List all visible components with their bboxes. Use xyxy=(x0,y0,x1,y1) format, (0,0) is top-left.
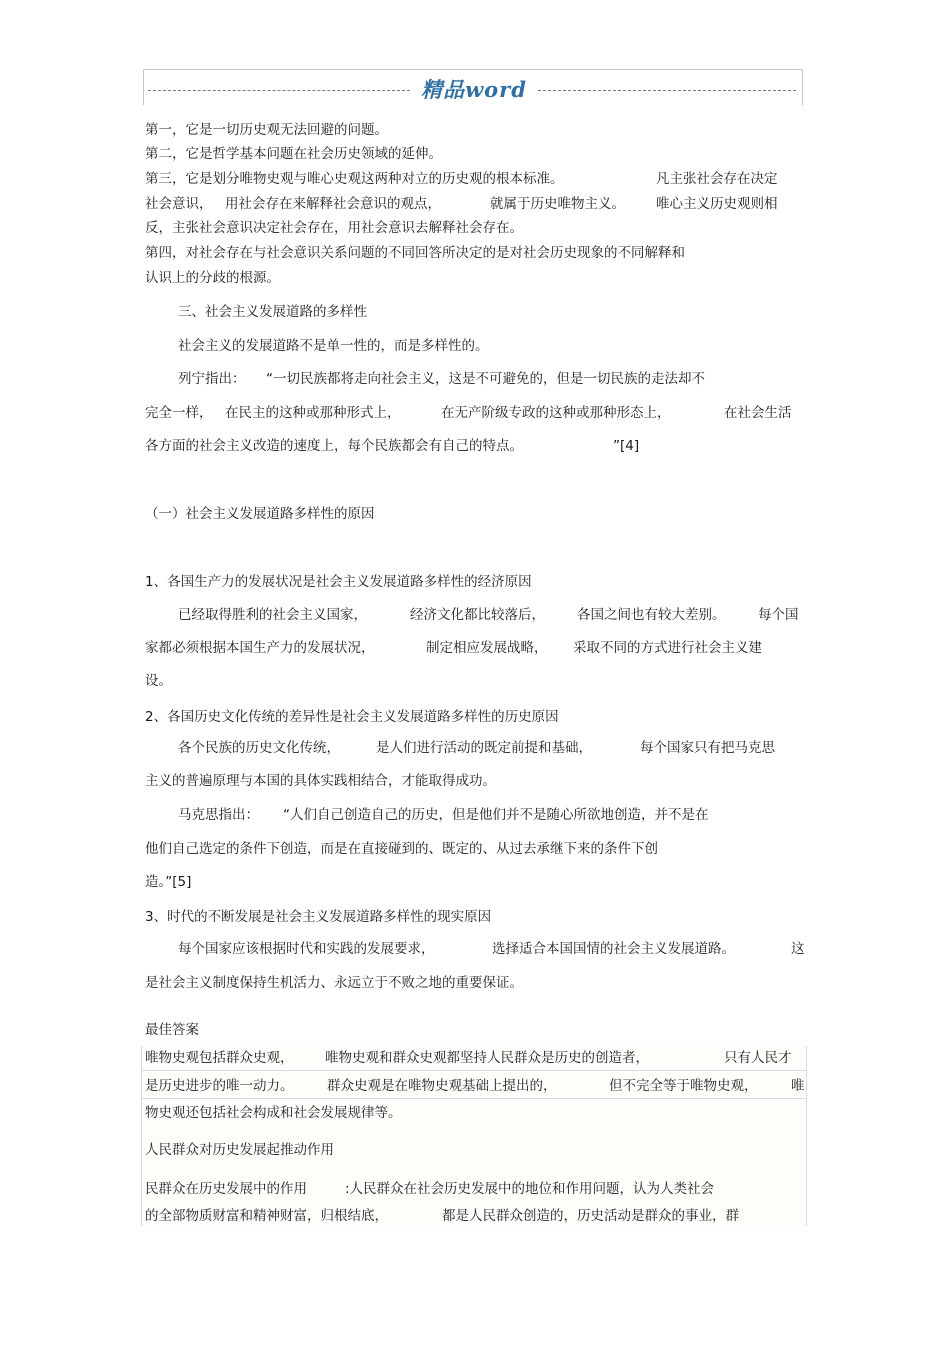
text-segment: 民群众在历史发展中的作用 xyxy=(145,1181,307,1197)
header-dash-right xyxy=(538,90,796,91)
text-segment: 人民群众对历史发展起推动作用 xyxy=(145,1142,334,1158)
text-segment: 各方面的社会主义改造的速度上，每个民族都会有自己的特点。 xyxy=(145,438,523,454)
text-segment: 都是人民群众创造的，历史活动是群众的事业，群 xyxy=(442,1208,739,1224)
text-segment: ”[4] xyxy=(613,438,640,454)
text-segment: 选择适合本国国情的社会主义发展道路。 xyxy=(492,941,735,957)
text-segment: （一）社会主义发展道路多样性的原因 xyxy=(145,506,375,522)
text-segment: 第三，它是划分唯物史观与唯心史观这两种对立的历史观的根本标准。 xyxy=(145,171,564,187)
text-segment: 但不完全等于唯物史观， xyxy=(609,1078,758,1094)
text-segment: 第二，它是哲学基本问题在社会历史领域的延伸。 xyxy=(145,146,442,162)
text-segment: 家都必须根据本国生产力的发展状况， xyxy=(145,640,375,656)
text-segment: 三、社会主义发展道路的多样性 xyxy=(178,304,367,320)
text-segment: 完全一样， xyxy=(145,405,213,421)
text-segment: 唯物史观包括群众史观， xyxy=(145,1050,294,1066)
text-segment: “人们自己创造自己的历史，但是他们并不是随心所欲地创造，并不是在 xyxy=(283,807,709,823)
text-segment: 在无产阶级专政的这种或那种形态上， xyxy=(441,405,671,421)
text-segment: 是人们进行活动的既定前提和基础， xyxy=(376,740,592,756)
text-segment: 2、各国历史文化传统的差异性是社会主义发展道路多样性的历史原因 xyxy=(145,709,559,725)
text-segment: 就属于历史唯物主义。 xyxy=(490,196,625,212)
text-segment: 1、各国生产力的发展状况是社会主义发展道路多样性的经济原因 xyxy=(145,574,532,590)
text-segment: 马克思指出： xyxy=(178,807,259,823)
text-segment: 造。”[5] xyxy=(145,874,192,890)
text-segment: 反，主张社会意识决定社会存在，用社会意识去解释社会存在。 xyxy=(145,220,523,236)
text-segment: 物史观还包括社会构成和社会发展规律等。 xyxy=(145,1105,402,1121)
header-dash-left xyxy=(148,90,410,91)
text-segment: 认识上的分歧的根源。 xyxy=(145,270,280,286)
text-segment: :人民群众在社会历史发展中的地位和作用问题，认为人类社会 xyxy=(345,1181,715,1197)
text-segment: 第四，对社会存在与社会意识关系问题的不同回答所决定的是对社会历史现象的不同解释和 xyxy=(145,245,685,261)
text-segment: 采取不同的方式进行社会主义建 xyxy=(573,640,762,656)
text-segment: 每个国家只有把马克思 xyxy=(640,740,775,756)
text-segment: 是社会主义制度保持生机活力、永远立于不败之地的重要保证。 xyxy=(145,975,523,991)
text-segment: “一切民族都将走向社会主义，这是不可避免的，但是一切民族的走法却不 xyxy=(266,371,705,387)
text-segment: 唯 xyxy=(791,1078,805,1094)
text-segment: 他们自己选定的条件下创造，而是在直接碰到的、既定的、从过去承继下来的条件下创 xyxy=(145,841,658,857)
answer-divider xyxy=(141,1098,807,1099)
text-segment: 社会意识， xyxy=(145,196,213,212)
text-segment: 已经取得胜利的社会主义国家， xyxy=(178,607,367,623)
text-segment: 用社会存在来解释社会意识的观点， xyxy=(225,196,441,212)
text-segment: 设。 xyxy=(145,673,172,689)
text-segment: 唯心主义历史观则相 xyxy=(656,196,778,212)
text-segment: 第一，它是一切历史观无法回避的问题。 xyxy=(145,122,388,138)
answer-divider xyxy=(141,1070,807,1071)
text-segment: 社会主义的发展道路不是单一性的，而是多样性的。 xyxy=(178,338,489,354)
text-segment: 经济文化都比较落后， xyxy=(410,607,545,623)
text-segment: 在社会生活 xyxy=(724,405,792,421)
text-segment: 3、时代的不断发展是社会主义发展道路多样性的现实原因 xyxy=(145,909,492,925)
text-segment: 凡主张社会存在决定 xyxy=(656,171,778,187)
best-answer-box xyxy=(141,1046,807,1226)
text-segment: 在民主的这种或那种形式上， xyxy=(225,405,401,421)
text-segment: 各个民族的历史文化传统， xyxy=(178,740,340,756)
text-segment: 唯物史观和群众史观都坚持人民群众是历史的创造者， xyxy=(325,1050,649,1066)
text-segment: 最佳答案 xyxy=(145,1022,199,1038)
text-segment: 只有人民才 xyxy=(724,1050,792,1066)
text-segment: 各国之间也有较大差别。 xyxy=(577,607,726,623)
text-segment: 列宁指出： xyxy=(178,371,246,387)
header-title: 精品word xyxy=(421,77,527,102)
text-segment: 群众史观是在唯物史观基础上提出的， xyxy=(327,1078,557,1094)
text-segment: 每个国 xyxy=(758,607,799,623)
text-segment: 制定相应发展战略， xyxy=(426,640,548,656)
text-segment: 是历史进步的唯一动力。 xyxy=(145,1078,294,1094)
text-segment: 的全部物质财富和精神财富，归根结底， xyxy=(145,1208,388,1224)
text-segment: 每个国家应该根据时代和实践的发展要求， xyxy=(178,941,435,957)
text-segment: 这 xyxy=(791,941,805,957)
text-segment: 主义的普遍原理与本国的具体实践相结合，才能取得成功。 xyxy=(145,773,496,789)
